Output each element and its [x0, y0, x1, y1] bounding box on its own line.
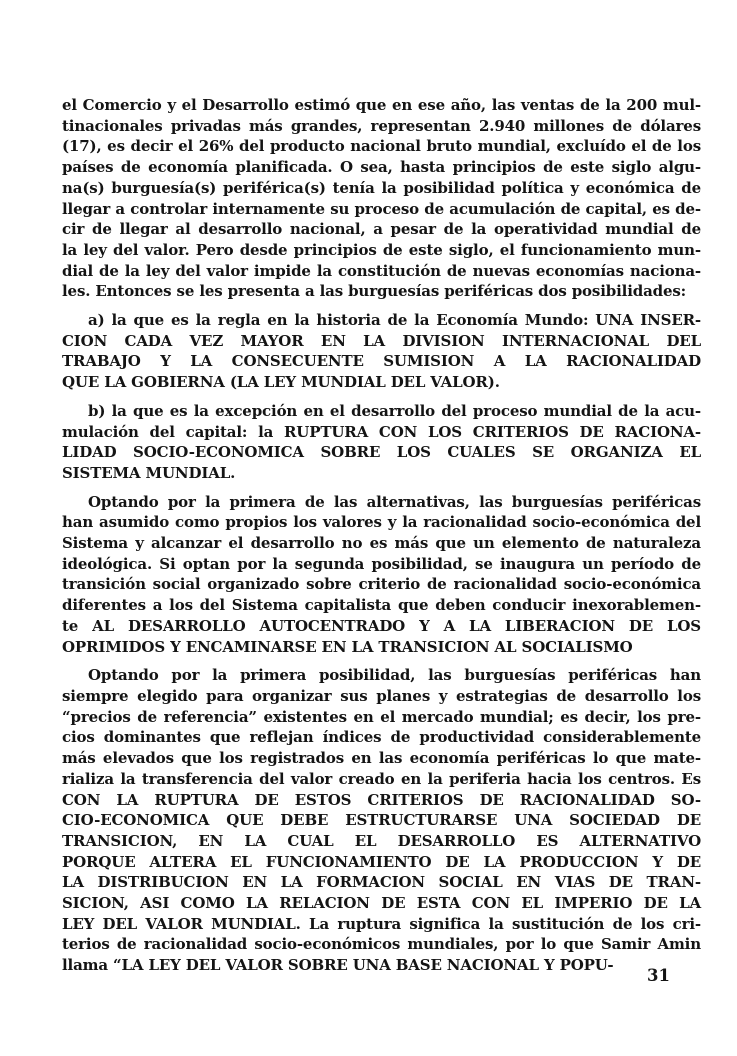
page-number: 31 — [647, 966, 670, 985]
text-line: PORQUE ALTERA EL FUNCIONAMIENTO DE LA PRODUCCION Y DE — [62, 852, 701, 871]
text-line: países de economía planificada. O sea, hasta principios de este siglo algu- — [62, 158, 701, 177]
text-line: mulación del capital: la RUPTURA CON LOS CRITERIOS DE RACIONA- — [62, 422, 701, 441]
text-line: terios de racionalidad socio-económicos mundiales, por lo que Samir Amin — [62, 935, 701, 954]
text-line: el Comercio y el Desarrollo estimó que en ese año, las ventas de la 200 mul- — [62, 96, 701, 114]
text-line: LA DISTRIBUCION EN LA FORMACION SOCIAL EN VIAS DE TRAN- — [62, 873, 701, 892]
text-line: CIO-ECONOMICA QUE DEBE ESTRUCTURARSE UNA SOCIEDAD DE — [62, 811, 701, 830]
text-line: Optando por la primera de las alternativas, las burguesías periféricas — [88, 492, 701, 511]
text-block — [62, 95, 701, 976]
paragraph-5 — [62, 665, 701, 976]
text-line: TRANSICION, EN LA CUAL EL DESARROLLO ES ALTERNATIVO — [62, 831, 701, 850]
paragraph-2 — [62, 310, 701, 393]
text-line: SICION, ASI COMO LA RELACION DE ESTA CON EL IMPERIO DE LA — [62, 894, 701, 913]
text-line: na(s) burguesía(s) periférica(s) tenía la posibilidad política y económica de — [62, 178, 701, 197]
text-line: a) la que es la regla en la historia de la Economía Mundo: UNA INSER- — [88, 311, 701, 330]
text-line: OPRIMIDOS Y ENCAMINARSE EN LA TRANSICION AL SOCIALISMO — [62, 637, 633, 656]
text-line: te AL DESARROLLO AUTOCENTRADO Y A LA LIBERACION DE LOS — [62, 616, 701, 635]
text-line: la ley del valor. Pero desde principios de este siglo, el funcionamiento mun- — [62, 240, 701, 259]
text-line: LEY DEL VALOR MUNDIAL. La ruptura significa la sustitución de los cri- — [62, 914, 701, 933]
text-line: b) la que es la excepción en el desarrollo del proceso mundial de la acu- — [88, 401, 701, 420]
text-line: transición social organizado sobre criterio de racionalidad socio-económica — [62, 575, 701, 594]
text-line: cios dominantes que reflejan índices de productividad considerablemente — [62, 728, 701, 747]
text-line: siempre elegido para organizar sus planes y estrategias de desarrollo los — [62, 686, 701, 705]
text-line: Sistema y alcanzar el desarrollo no es más que un elemento de naturaleza — [62, 534, 701, 553]
text-line: han asumido como propios los valores y la racionalidad socio-económica del — [62, 513, 701, 532]
text-line: rializa la transferencia del valor creado en la periferia hacia los centros. Es — [62, 769, 701, 788]
text-line: CION CADA VEZ MAYOR EN LA DIVISION INTERNACIONAL DEL — [62, 331, 701, 350]
paragraph-4 — [62, 492, 701, 658]
text-line: les. Entonces se les presenta a las burguesías periféricas dos posibilidades: — [62, 282, 687, 301]
paragraph-3 — [62, 401, 701, 484]
text-line: cir de llegar al desarrollo nacional, a pesar de la operatividad mundial de — [62, 220, 701, 239]
text-line: ideológica. Si optan por la segunda posibilidad, se inaugura un período de — [62, 554, 701, 573]
text-line: diferentes a los del Sistema capitalista que deben conducir inexorablemen- — [62, 596, 701, 615]
text-line: Optando por la primera posibilidad, las burguesías periféricas han — [88, 666, 701, 685]
text-line: llama “LA LEY DEL VALOR SOBRE UNA BASE NACIONAL Y POPU- — [62, 956, 614, 975]
text-line: LIDAD SOCIO-ECONOMICA SOBRE LOS CUALES SE ORGANIZA EL — [62, 443, 701, 462]
paragraph-1 — [62, 95, 701, 302]
text-line: CON LA RUPTURA DE ESTOS CRITERIOS DE RACIONALIDAD SO- — [62, 790, 701, 809]
text-line: llegar a controlar internamente su proceso de acumulación de capital, es de- — [62, 199, 701, 218]
text-line: “precios de referencia” existentes en el mercado mundial; es decir, los pre- — [62, 707, 701, 726]
text-line: TRABAJO Y LA CONSECUENTE SUMISION A LA RACIONALIDAD — [62, 352, 701, 371]
text-line: (17), es decir el 26% del producto nacional bruto mundial, excluído el de los — [62, 137, 701, 156]
text-line: dial de la ley del valor impide la constitución de nuevas economías naciona- — [62, 261, 701, 280]
text-line: tinacionales privadas más grandes, representan 2.940 millones de dólares — [62, 116, 701, 135]
text-line: SISTEMA MUNDIAL. — [62, 463, 236, 482]
text-line: QUE LA GOBIERNA (LA LEY MUNDIAL DEL VALOR). — [62, 373, 500, 392]
text-line: más elevados que los registrados en las economía periféricas lo que mate- — [62, 749, 701, 768]
